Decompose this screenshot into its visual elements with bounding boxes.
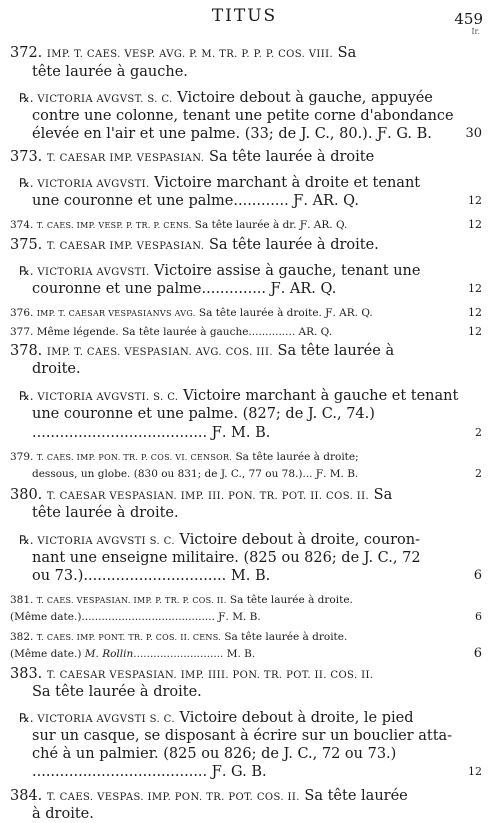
line-text: 380. xyxy=(10,487,47,503)
price-value: 2 xyxy=(475,467,482,480)
line-text: Sa tête laurée à droite. xyxy=(226,594,353,606)
coin-legend: IMP. T. CAES. VESP. AVG. P. M. TR. P. P. P. COS. VIII. xyxy=(46,49,334,60)
line-text: 383. xyxy=(10,666,47,682)
line-text: nant une enseigne militaire. (825 ou 826; de J. C., 72 xyxy=(32,550,421,566)
line-text: Sa tête laurée à droite. xyxy=(32,684,202,700)
line-text: Sa tête laurée à dr. xyxy=(191,219,300,231)
line-text: 373. xyxy=(10,149,47,165)
line-text: contre une colonne, tenant une petite corne d'abondance xyxy=(32,108,454,124)
price-value: 12 xyxy=(468,282,482,295)
line-text: couronne et une palme.............. xyxy=(32,281,271,297)
line-text: 378. xyxy=(10,343,47,359)
coin-legend: T. CAESAR VESPASIAN. IMP. III. PON. TR. POT. II. COS. II. xyxy=(46,491,370,502)
line-text: Victoire debout à droite, le pied xyxy=(174,710,414,726)
line-text: 381. xyxy=(10,594,37,606)
line-text: 375. xyxy=(10,237,47,253)
text-line xyxy=(32,465,358,483)
text-line xyxy=(10,645,255,663)
line-text: Sa tête laurée à xyxy=(272,343,395,359)
line-text: à droite. xyxy=(32,806,94,822)
line-text: Sa xyxy=(333,45,357,61)
line-text: 384. xyxy=(10,788,47,804)
text-line xyxy=(10,216,347,235)
coin-legend: T. CAESAR IMP. VESPASIAN. xyxy=(46,241,205,252)
text-line xyxy=(10,486,392,506)
text-line xyxy=(10,608,261,626)
coin-legend: T. CAES. IMP. PON. TR. P. COS. VI. CENSOR. xyxy=(36,453,233,462)
text-line xyxy=(32,107,454,125)
line-text: 377. Même légende. Sa tête laurée à gauche.............. AR. Q. xyxy=(10,326,333,338)
coin-legend: T. CAES. VESPAS. IMP. PON. TR. POT. COS. II. xyxy=(46,792,300,803)
reverse-symbol: ℞. xyxy=(19,264,38,278)
reverse-symbol: ℞. xyxy=(19,389,38,403)
line-text: 379. xyxy=(10,451,37,463)
line-text: Sa tête laurée à droite. xyxy=(221,631,348,643)
line-text: 372. xyxy=(10,45,47,61)
price-value: 12 xyxy=(468,765,482,778)
coin-legend: T. CAESAR VESPASIAN. IMP. IIII. PON. TR. POT. II. COS. II. xyxy=(46,670,374,681)
text-line xyxy=(32,192,359,210)
coin-legend: T. CAES. IMP. VESP. P. TR. P. CENS. xyxy=(36,221,192,230)
line-text: Ƒ. AR. Q. xyxy=(325,307,373,319)
text-line xyxy=(10,44,356,64)
text-line xyxy=(32,360,81,378)
line-text: tête laurée à droite. xyxy=(32,505,179,521)
price-value: 2 xyxy=(475,426,482,439)
text-line xyxy=(10,148,374,168)
line-text: Sa tête laurée à droite. xyxy=(204,237,379,253)
page-number: 459 xyxy=(454,10,483,28)
line-text: Sa tête laurée à droite; xyxy=(232,451,359,463)
line-text: élevée en l'air et une palme. (33; de J. C., 80.). xyxy=(32,126,378,142)
price-value: 12 xyxy=(468,306,482,319)
price-value: 6 xyxy=(473,568,482,583)
line-text: Ƒ. AR. Q. xyxy=(270,281,337,297)
text-line xyxy=(19,174,420,194)
line-text: Victoire debout à droite, couron- xyxy=(174,532,421,548)
line-text: Ƒ. M. B. xyxy=(211,425,271,441)
price-value: 6 xyxy=(475,610,482,623)
line-text: (Même date.)........................................ xyxy=(10,611,219,623)
coin-legend: VICTORIA AVGVSTI. S. C. xyxy=(37,392,179,403)
coin-legend: VICTORIA AVGVST. S. C. xyxy=(37,94,173,105)
line-text: Sa tête laurée xyxy=(299,788,408,804)
text-line xyxy=(32,405,375,423)
line-text: 376. xyxy=(10,307,37,319)
line-text: Victoire marchant à gauche et tenant xyxy=(178,388,459,404)
text-line xyxy=(10,236,379,256)
text-line xyxy=(10,323,332,341)
text-line xyxy=(32,567,270,585)
reverse-symbol: ℞. xyxy=(19,91,38,105)
running-title: TITUS xyxy=(211,6,278,26)
line-text: Ƒ. M. B. xyxy=(315,468,359,480)
text-line xyxy=(32,280,336,298)
text-line xyxy=(32,504,179,522)
text-line xyxy=(10,342,394,362)
coin-legend: IMP. T. CAES. VESPASIAN. AVG. COS. III. xyxy=(46,347,273,358)
price-value: 12 xyxy=(468,325,482,338)
text-line xyxy=(32,763,267,781)
price-value: 12 xyxy=(468,218,482,231)
coin-legend: T. CAESAR IMP. VESPASIAN. xyxy=(46,153,205,164)
coin-legend: T. CAES. VESPASIAN. IMP. P. TR. P. COS. II. xyxy=(36,596,227,605)
text-line xyxy=(19,262,420,282)
line-text: Ƒ. AR. Q. xyxy=(293,193,359,209)
line-text: ou 73.)............................... M. B. xyxy=(32,568,271,584)
price-value: 30 xyxy=(465,126,482,141)
text-line xyxy=(10,665,373,685)
line-text: ...................................... xyxy=(32,425,212,441)
coin-legend: IMP. T. CAESAR VESPASIANVS AVG. xyxy=(36,309,196,318)
text-line xyxy=(10,787,408,807)
line-text: une couronne et une palme. (827; de J. C., 74.) xyxy=(32,406,375,422)
line-text: dessous, un globe. (830 ou 831; de J. C., 77 ou 78.)... xyxy=(32,468,316,480)
line-text: ...................................... xyxy=(32,764,212,780)
text-line xyxy=(32,125,432,143)
coin-legend: T. CAES. IMP. PONT. TR. P. COS. II. CENS. xyxy=(36,633,222,642)
line-text: ........................... M. B. xyxy=(133,648,256,660)
line-text: sur un casque, se disposant à écrire sur un bouclier atta- xyxy=(32,728,453,744)
line-text: tête laurée à gauche. xyxy=(32,64,188,80)
line-text: Sa xyxy=(369,487,393,503)
line-text: Victoire assise à gauche, tenant une xyxy=(149,263,421,279)
line-text: une couronne et une palme............ xyxy=(32,193,294,209)
line-text: 382. xyxy=(10,631,37,643)
price-value: 6 xyxy=(473,646,482,661)
text-line xyxy=(32,63,188,81)
text-line xyxy=(19,709,414,729)
line-text: Victoire debout à gauche, appuyée xyxy=(172,90,433,106)
line-text: Ƒ. G. B. xyxy=(377,126,432,142)
coin-legend: VICTORIA AVGVSTI S. C. xyxy=(37,714,175,725)
line-text: droite. xyxy=(32,361,81,377)
line-text: M. Rollin xyxy=(84,648,134,660)
reverse-symbol: ℞. xyxy=(19,711,38,725)
line-text: Sa tête laurée à droite. xyxy=(195,307,326,319)
line-text: (Même date.) xyxy=(10,648,85,660)
coin-legend: VICTORIA AVGVSTI. xyxy=(37,267,150,278)
coin-legend: VICTORIA AVGVSTI S. C. xyxy=(37,536,175,547)
line-text: Victoire marchant à droite et tenant xyxy=(149,175,421,191)
text-line xyxy=(32,805,94,823)
text-line xyxy=(19,531,420,551)
text-line xyxy=(32,549,421,567)
page-mark: Ir. xyxy=(471,27,480,36)
reverse-symbol: ℞. xyxy=(19,176,38,190)
line-text: 374. xyxy=(10,219,37,231)
text-line xyxy=(19,387,458,407)
text-line xyxy=(32,727,452,745)
coin-legend: VICTORIA AVGVSTI. xyxy=(37,179,150,190)
line-text: Ƒ. M. B. xyxy=(218,611,261,623)
text-line xyxy=(10,304,373,323)
line-text: Ƒ. AR. Q. xyxy=(299,219,348,231)
line-text: Ƒ. G. B. xyxy=(211,764,267,780)
reverse-symbol: ℞. xyxy=(19,533,38,547)
text-line xyxy=(32,745,396,763)
line-text: ché à un palmier. (825 ou 826; de J. C., 72 ou 73.) xyxy=(32,746,397,762)
text-line xyxy=(32,683,202,701)
price-value: 12 xyxy=(468,194,482,207)
text-line xyxy=(32,424,270,442)
line-text: Sa tête laurée à droite xyxy=(204,149,375,165)
text-line xyxy=(19,89,433,109)
